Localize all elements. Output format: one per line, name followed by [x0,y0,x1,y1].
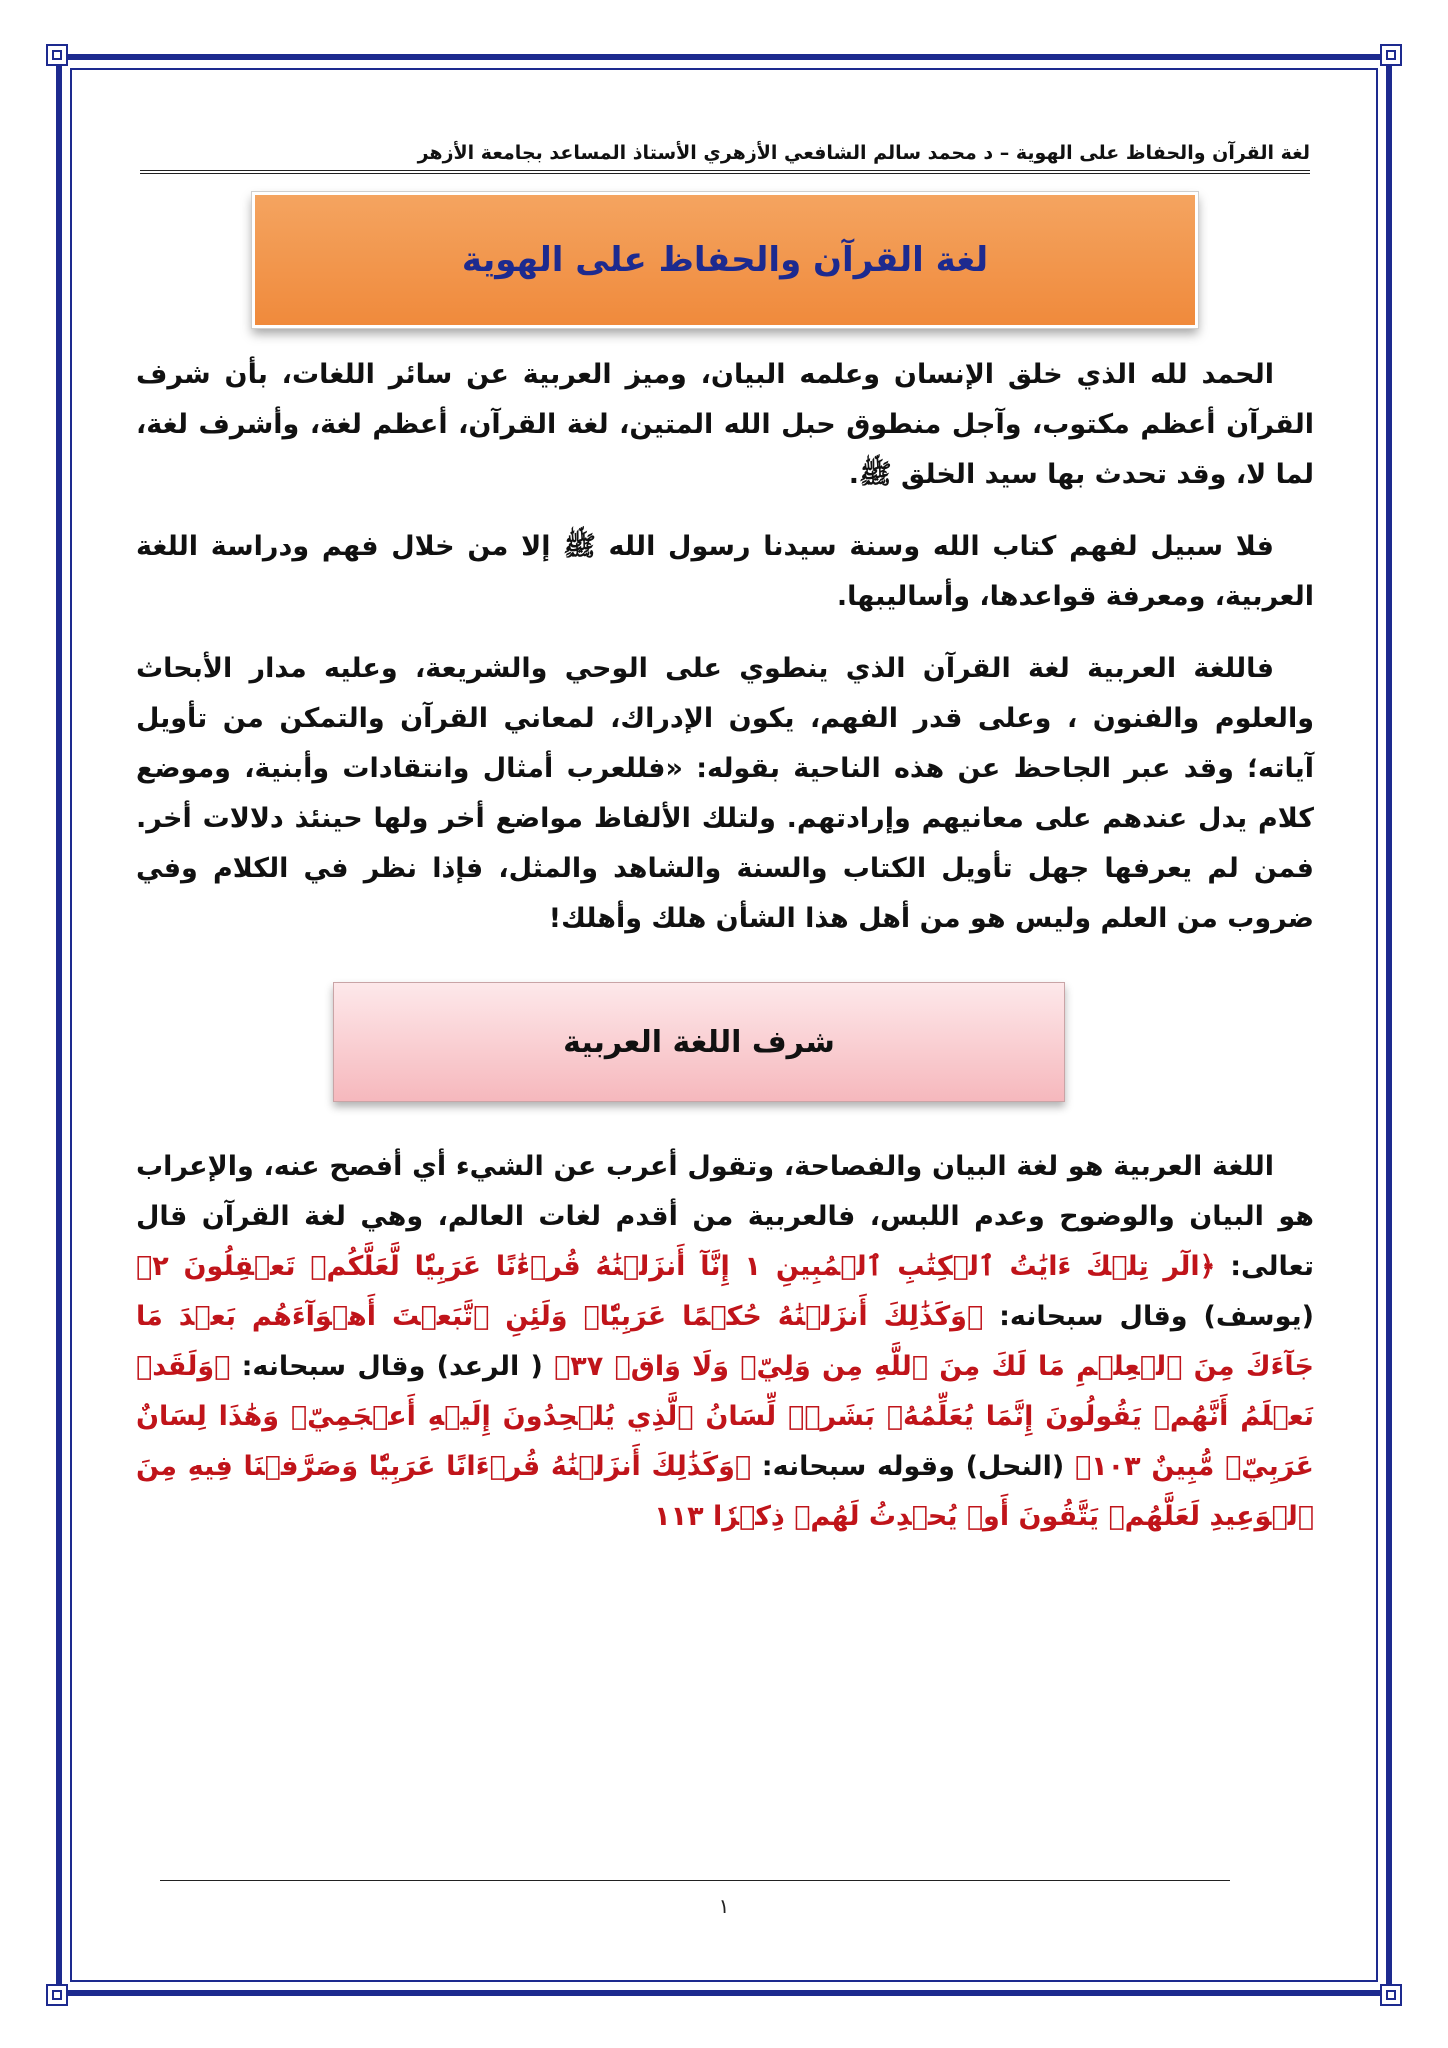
paragraph-intro: الحمد لله الذي خلق الإنسان وعلمه البيان، وميز العربية عن سائر اللغات، بأن شرف القرآن أعظم مكتوب، وآجل منطوق حبل الله المتين، لغة القرآن، أعظم لغة، وأشرف لغة، لما لا، وقد تحدث بها سيد الخلق ﷺ. [136,359,1314,490]
verse-reference-nahl: (النحل) وقوله سبحانه: [761,1451,1065,1482]
section-intro-text: اللغة العربية هو لغة البيان والفصاحة، وتقول أعرب عن الشيء أي أفصح عنه، والإعراب هو البيان والوضوح وعدم اللبس، فالعربية من أقدم لغات العالم، وهي لغة القرآن قال تعالى: [136,1151,1314,1282]
paragraph-understanding: فلا سبيل لفهم كتاب الله وسنة سيدنا رسول الله ﷺ إلا من خلال فهم ودراسة اللغة العربية، ومعرفة قواعدها، وأساليبها. [136,531,1314,612]
verse-reference-yusuf: (يوسف) وقال سبحانه: [999,1301,1314,1332]
page-number: ١ [718,1894,730,1918]
corner-ornament-bottom-left [46,1984,68,2006]
paragraph-jahiz-quote: فاللغة العربية لغة القرآن الذي ينطوي على الوحي والشريعة، وعليه مدار الأبحاث والعلوم والفنون ، وعلى قدر الفهم، يكون الإدراك، لمعاني القرآن والتمكن من تأويل آياته؛ وقد عبر الجاحظ عن هذه الناحية بقوله: «فللعرب أمثال وانتقادات وأبنية، وموضع كلام يدل عندهم على معانيهم وإرادتهم. ولتلك الألفاظ مواضع أخر ولها حينئذ دلالات أخر. فمن لم يعرفها جهل تأويل الكتاب والسنة والشاهد والمثل، فإذا نظر في الكلام وفي ضروب من العلم وليس هو من أهل هذا الشأن هلك وأهلك! [136,653,1314,934]
corner-ornament-top-left [46,44,68,66]
section-banner [333,982,1065,1102]
footer-divider [160,1880,1230,1881]
corner-ornament-bottom-right [1380,1984,1402,2006]
quran-verse-yusuf: ﴿الٓر تِلۡكَ ءَايَٰتُ ٱلۡكِتَٰبِ ٱلۡمُبِينِ ١ إِنَّآ أَنزَلۡنَٰهُ قُرۡءَٰنًا عَرَبِيّٗا لَّعَلَّكُمۡ تَعۡقِلُونَ ٢﴾ [136,1251,1216,1282]
page-content [130,120,1320,1950]
paragraph-section-body [130,1142,1320,1542]
verse-reference-raad: ( الرعد) وقال سبحانه: [241,1351,543,1382]
quran-verse-taha: ﴿وَكَذَٰلِكَ أَنزَلۡنَٰهُ قُرۡءَانًا عَرَبِيّٗا وَصَرَّفۡنَا فِيهِ مِنَ ٱلۡوَعِيدِ لَعَلَّهُمۡ يَتَّقُونَ أَوۡ يُحۡدِثُ لَهُمۡ ذِكۡرٗا ١١٣ [136,1451,1314,1532]
corner-ornament-top-right [1380,44,1402,66]
title-banner [252,192,1198,328]
page-title: لغة القرآن والحفاظ على الهوية [461,240,989,280]
running-header: لغة القرآن والحفاظ على الهوية – د محمد سالم الشافعي الأزهري الأستاذ المساعد بجامعة الأزهر [140,120,1310,174]
quran-verse-raad: ﴿وَكَذَٰلِكَ أَنزَلۡنَٰهُ حُكۡمًا عَرَبِيّٗاۚ وَلَئِنِ ٱتَّبَعۡتَ أَهۡوَآءَهُم بَعۡدَ مَا جَآءَكَ مِنَ ٱلۡعِلۡمِ مَا لَكَ مِنَ ٱللَّهِ مِن وَلِيّٖ وَلَا وَاقٖ ٣٧﴾ [136,1301,1314,1382]
section-title: شرف اللغة العربية [563,1024,835,1060]
quran-verse-nahl: ﴿وَلَقَدۡ نَعۡلَمُ أَنَّهُمۡ يَقُولُونَ إِنَّمَا يُعَلِّمُهُۥ بَشَرٞۗ لِّسَانُ ٱلَّذِي يُلۡحِدُونَ إِلَيۡهِ أَعۡجَمِيّٞ وَهَٰذَا لِسَانٌ عَرَبِيّٞ مُّبِينٌ ١٠٣﴾ [136,1351,1314,1482]
